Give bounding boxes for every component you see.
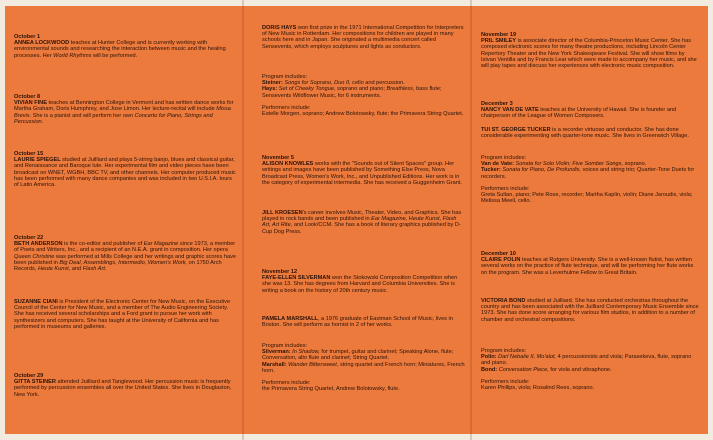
program-text: voices and string trio; Quarter-Tone Duets for recorders. <box>481 167 695 180</box>
program-composer: Tucker: <box>481 167 501 174</box>
program-composer: Silverman: <box>262 349 291 356</box>
bio-body: teaches at the University of Hawaii. She is founder and chairperson of the League of Women Composers. <box>481 107 677 120</box>
work-title: In Shadow, <box>290 349 320 356</box>
date-heading: October 15 <box>14 151 44 157</box>
program-composer: Marshall: <box>262 361 287 368</box>
performers-list: Estelle Morgen, soprano; Andrew Bolotowsky, flute; the Primavera String Quartet. <box>262 111 464 118</box>
performers-list: Karen Phillips, viola; Rosalind Rees, soprano. <box>481 385 595 392</box>
entry-fine <box>14 94 236 125</box>
column-middle <box>262 0 466 440</box>
bio-body: teaches at Rutgers University. She is a well-known flutist, has written several works on the practice of flute technique, and will be performing her flute works on the program. She was a Leverhulme Fellow to Great Britain. <box>481 257 694 276</box>
bio-text <box>481 107 699 119</box>
program-text: for viola and vibraphone. <box>548 366 612 373</box>
bio-body: was performed at Mills College and her writings and graphic scores have been published in <box>14 253 236 266</box>
date-heading: October 29 <box>14 373 44 379</box>
program-block <box>481 155 699 204</box>
bio-body: is associate director of the Columbia-Princeton Music Center. She has composed electronic scores for many theatre productions, including Lincoln Center Repertory Theater and the New York Shakespeare Festival. She will show films by Istvan Ventilla and by Francis Lear which were made to accompany her music, and she will play tapes and discuss her experiences with electronic music composition. <box>481 38 697 70</box>
composer-name: FAYE-ELLEN SILVERMAN <box>262 275 331 282</box>
composer-name: DORIS HAYS <box>262 25 297 31</box>
program-line <box>481 367 699 373</box>
program-line <box>481 167 699 179</box>
entry-spiegel <box>14 151 236 188</box>
work-title: Breathless, <box>386 86 415 93</box>
bio-body: studied at Juilliard and plays 5-string banjo, blues and classical guitar, and Renaissance and Baroque lute. Her experimental film and video pieces have been broadcast on WNET, WGBH, BBC TV, and other channels. Her computer produced music has been performed with many dance companies and was included in two U.S.I.A. tours of Latin America. <box>14 157 236 189</box>
bio-body: 's career involves Music, Theater, Video, and Graphics. She has played in rock bands and been published in <box>262 210 462 223</box>
date-heading: October 8 <box>14 94 41 100</box>
entry-knowles <box>262 155 466 186</box>
bio-text <box>14 241 236 272</box>
program-text: bass flute; Sensevents Wildflower Music, for 6 instruments. <box>262 86 442 99</box>
work-title: Songs for Soprano, Duo II, <box>282 80 351 87</box>
bio-body: , a 1976 graduate of Eastman School of Music, lives in Boston. She will perform as hornist in 2 of her works. <box>262 316 453 329</box>
performers-heading: Performers include: <box>481 378 530 385</box>
bio-body: is President of the Electronic Center for New Music, on the Executive Council of the Center for New Music, and a member of The Audio Engineering Society. She has received several scholarships and a Ford grant to pursue her work with synthesizers and computers. She has taught at the University of California and has performed in museums and galleries. <box>14 299 231 330</box>
bio-text <box>262 316 466 328</box>
bio-body: won the Stokowski Composition Competition when she was 13. She has degrees from Harvard and Columbia Universities. She is writing a book on the history of 20th century music. <box>262 275 458 294</box>
bio-body: teaches at Hunter College and is currently working with environmental sounds and researching the interaction between music and the healing processes. Her <box>14 40 226 59</box>
column-left <box>14 0 236 440</box>
entry-van-de-vate <box>481 101 699 120</box>
work-title: Darl Nebalie II, Mo'alot, <box>496 354 557 361</box>
bio-body: . She is a pianist and will perform her own <box>29 112 135 119</box>
entry-lockwood <box>14 34 236 59</box>
bio-text <box>481 38 699 69</box>
bio-text <box>262 161 466 186</box>
performers-heading: Performers include: <box>262 380 311 387</box>
work-title: Sonata for Piano, De Profundis, <box>500 167 582 174</box>
bio-body: is the co-editor and publisher of <box>62 241 144 248</box>
performers-list: Greta Sultan, piano; Pete Rose, recorder; Martha Kaplin, violin; Diane Jaroudis, viola; Melissa Meell, cello. <box>481 192 693 205</box>
bio-body: and <box>70 266 83 273</box>
work-title: Big Deal, Assemblings, Intermedio, Women's Work, <box>59 259 188 266</box>
work-title: Heute Kunst, <box>37 266 71 273</box>
program-line <box>481 354 699 366</box>
performers-list: the Primavera String Quartet, Andrew Bolotowsky, flute. <box>262 386 400 393</box>
bio-text <box>481 298 699 323</box>
bio-body: will be performed. <box>91 52 138 59</box>
program-composer: Polin: <box>481 354 497 361</box>
bio-text <box>262 210 466 235</box>
bio-body: . <box>41 118 44 125</box>
bio-text <box>262 275 466 294</box>
work-title: Set of Cheeky Tongue, <box>277 86 336 93</box>
work-title: Ear Magazine, Heute Kunst, Flash Art, Art Rite, <box>262 216 457 229</box>
work-title: Flash Art <box>82 266 105 273</box>
entry-silverman <box>262 269 466 294</box>
composer-name: PAMELA MARSHALL <box>262 316 318 322</box>
program-text: soprano. <box>623 161 647 168</box>
program-text: cello and percussion. <box>350 80 405 87</box>
column-right <box>481 0 699 440</box>
performers-heading: Performers include: <box>481 185 530 192</box>
program-composer: Bond: <box>481 366 498 373</box>
program-heading: Program includes: <box>262 343 308 349</box>
composer-name: GITTA STEINER <box>14 379 56 386</box>
composer-name: BETH ANDERSON <box>14 241 63 248</box>
bio-text <box>14 379 236 398</box>
work-title: Concerto for Piano, Strings and Percussion <box>14 112 213 125</box>
program-text: soprano and piano; <box>335 86 387 93</box>
entry-tucker <box>481 127 699 139</box>
composer-name: ALISON KNOWLES <box>262 161 314 168</box>
bio-body: on 1750 Arch Records, <box>14 259 222 273</box>
work-title: Ear Magazine <box>143 241 179 248</box>
bio-text <box>14 100 236 125</box>
program-composer: Steiner: <box>262 80 283 87</box>
entry-polin <box>481 251 699 276</box>
program-heading: Program includes: <box>481 155 527 161</box>
composer-name: JILL KROESEN <box>262 210 303 216</box>
bio-text <box>262 25 466 50</box>
bio-text <box>14 157 236 188</box>
bio-text <box>481 127 699 139</box>
entry-bond <box>481 298 699 323</box>
bio-body: . <box>104 266 107 273</box>
fold-line-right <box>470 0 472 440</box>
entry-hays <box>262 25 466 50</box>
composer-name: SUZANNE CIANI <box>14 299 58 305</box>
date-heading: October 1 <box>14 34 41 40</box>
composer-name: ANNEA LOCKWOOD <box>14 40 70 47</box>
program-composer: Hays: <box>262 86 278 93</box>
work-title: Wander Bittersweet, <box>286 361 339 368</box>
program-composer: Van de Vate: <box>481 161 514 168</box>
date-heading: December 10 <box>481 251 516 257</box>
date-heading: October 22 <box>14 235 44 241</box>
bio-body: won first prize in the 1971 International Competition for Interpreters of New Music in Rotterdam. Her compositions for children are played in many schools here and in Japan. She originated a multimedia concert called Sensevents, which employs sculptures and lights as conductors. <box>262 25 464 50</box>
date-heading: November 19 <box>481 32 517 38</box>
work-title: Queen Christine <box>14 253 55 260</box>
entry-anderson <box>14 235 236 272</box>
composer-name: NANCY VAN DE VATE <box>481 107 539 114</box>
program-block <box>262 74 466 117</box>
composer-name: TUI ST. GEORGE TUCKER <box>481 127 551 133</box>
program-block <box>262 343 466 392</box>
work-title: Sonata for Solo Violin; Five Somber Songs, <box>513 161 624 168</box>
entry-kroesen <box>262 210 466 235</box>
entry-ciani <box>14 299 236 330</box>
work-title: Missa Brevis <box>14 106 231 119</box>
composer-name: VIVIAN FINE <box>14 100 47 107</box>
bio-text <box>14 40 236 59</box>
composer-name: LAURIE SPIEGEL <box>14 157 61 164</box>
bio-body: since 1973, a member of Poets and Writers, Inc., and a recipient of an N.E.A. grant in composition. Her opera <box>14 241 236 254</box>
fold-line-left <box>242 0 244 440</box>
program-heading: Program includes: <box>262 74 308 80</box>
work-title: World Rhythms <box>53 52 92 59</box>
date-heading: November 5 <box>262 155 295 161</box>
program-line <box>262 362 466 374</box>
entry-steiner <box>14 373 236 398</box>
program-line <box>262 349 466 361</box>
composer-name: VICTORIA BOND <box>481 298 526 304</box>
performers-heading: Performers include: <box>262 104 311 111</box>
paper-edge-right <box>708 0 713 440</box>
bio-body: is a recorder virtuoso and conductor. She has done considerable experimenting with quarter-tone music. She lives in Greenwich Village. <box>481 127 689 140</box>
bio-body: and Look/CCM. She has a book of literary graphics published by D-Cup Dog Press. <box>262 222 461 235</box>
bio-body: attended Juilliard and Tanglewood. Her percussion music is frequently performed by percussion ensembles all over the United States. She lives in Douglaston, New York. <box>14 379 232 398</box>
program-heading: Program includes: <box>481 348 527 354</box>
date-heading: December 3 <box>481 101 513 107</box>
entry-marshall <box>262 316 466 328</box>
program-text: string quartet and French horn; Miniatures, French horn. <box>262 361 465 374</box>
bio-text <box>14 299 236 330</box>
bio-body: teaches at Bennington College in Vermont and has written dance works for Martha Graham, Doris Humphrey, and Jose Limon. Her lecture-recital will include <box>14 100 234 113</box>
composer-name: PRIL SMILEY <box>481 38 517 45</box>
bio-body: works with the "Sounds out of Silent Spaces" group. Her writings and images have been published by Something Else Press, Nova Broadcast Press, Women's Work, Inc., and Unpublished Editions. Her work is in the category of experimental intermedia. She has received a Guggenheim Grant. <box>262 161 462 186</box>
program-text: for trumpet, guitar and clarinet; Speaking Alone, flute; Conversation, alto flute and clarinet; String Quartet. <box>262 349 454 362</box>
work-title: Conversation Piece, <box>497 366 549 373</box>
program-line <box>262 86 466 98</box>
bio-body: studied at Juilliard. She has conducted orchestras throughout the country and has been associated with the Juilliard Contemporary Music Ensemble since 1973. She has done score arranging for various film studios, in addition to a number of chamber and orchestral compositions. <box>481 298 699 323</box>
program-block <box>481 348 699 391</box>
paper-edge-left <box>0 0 5 440</box>
composer-name: CLAIRE POLIN <box>481 257 521 264</box>
date-heading: November 12 <box>262 269 298 275</box>
program-text: 4 percussionists and viola; Parasekeva, flute, soprano and piano. <box>481 354 692 367</box>
bio-text <box>481 257 699 276</box>
entry-smiley <box>481 32 699 69</box>
